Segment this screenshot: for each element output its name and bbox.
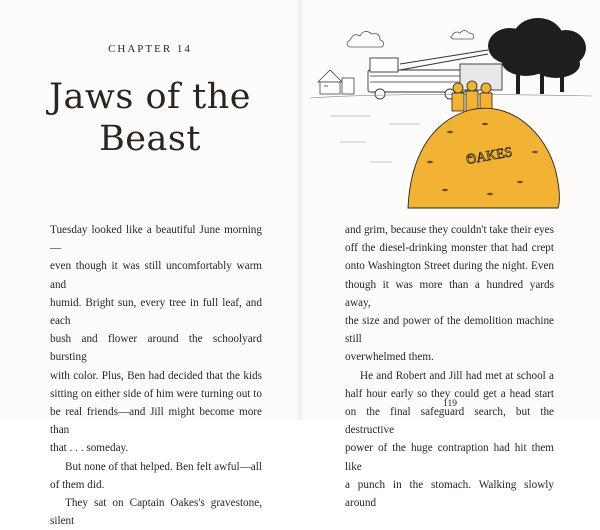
left-body-text xyxy=(50,221,262,530)
text-line: bush and flower around the schoolyard bursting xyxy=(50,333,262,364)
chapter-title xyxy=(0,76,300,160)
gravestone-illustration xyxy=(408,108,559,208)
text-line: Tuesday looked like a beautiful June morning— xyxy=(50,224,262,255)
chapter-title-line-2: Beast xyxy=(99,119,201,159)
text-line: half hour early so they could get a head start xyxy=(345,387,554,400)
text-line: even though it was still uncomfortably warm and xyxy=(50,260,262,291)
text-line: and grim, because they couldn't take their eyes xyxy=(345,224,554,236)
right-page xyxy=(300,0,600,510)
text-line: power of the huge contraption had hit them like xyxy=(345,442,554,473)
kids-illustration xyxy=(452,81,492,111)
text-line: of them did. xyxy=(50,478,105,491)
gravestone-inscription: OAKES xyxy=(465,145,514,168)
clouds-illustration xyxy=(347,31,474,48)
text-line: He and Robert and Jill had met at school a xyxy=(360,369,554,382)
text-line: But none of that helped. Ben felt awful—all xyxy=(65,460,262,473)
left-page xyxy=(0,0,300,528)
text-line: onto Washington Street during the night. Even xyxy=(345,260,554,273)
text-line: a punch in the stomach. Walking slowly around xyxy=(345,478,554,510)
text-line: They sat on Captain Oakes's gravestone, silent xyxy=(50,497,262,528)
chapter-illustration xyxy=(310,12,592,212)
trees-illustration xyxy=(488,18,586,94)
text-line: be real friends—and Jill might become more than xyxy=(50,406,262,437)
text-line: on the final safeguard search, but the destructive xyxy=(345,406,554,437)
demolition-machine-illustration xyxy=(368,50,502,99)
text-line: off the diesel-drinking monster that had crept xyxy=(345,242,554,255)
house-illustration xyxy=(318,70,354,94)
text-line: that . . . someday. xyxy=(50,442,129,455)
text-line: though it was more than a hundred yards away, xyxy=(345,278,554,309)
chapter-title-line-1: Jaws of the xyxy=(49,77,251,117)
text-line: the size and power of the demolition machine still xyxy=(345,315,554,346)
chapter-label: CHAPTER 14 xyxy=(108,43,192,55)
text-line: humid. Bright sun, every tree in full leaf, and each xyxy=(50,296,262,328)
page-number: 119 xyxy=(443,399,457,409)
right-body-text xyxy=(345,221,554,512)
text-line: sitting on either side of him were turning out to xyxy=(50,387,262,400)
text-line: with color. Plus, Ben had decided that the kids xyxy=(50,369,262,382)
text-line: overwhelmed them. xyxy=(345,351,434,364)
